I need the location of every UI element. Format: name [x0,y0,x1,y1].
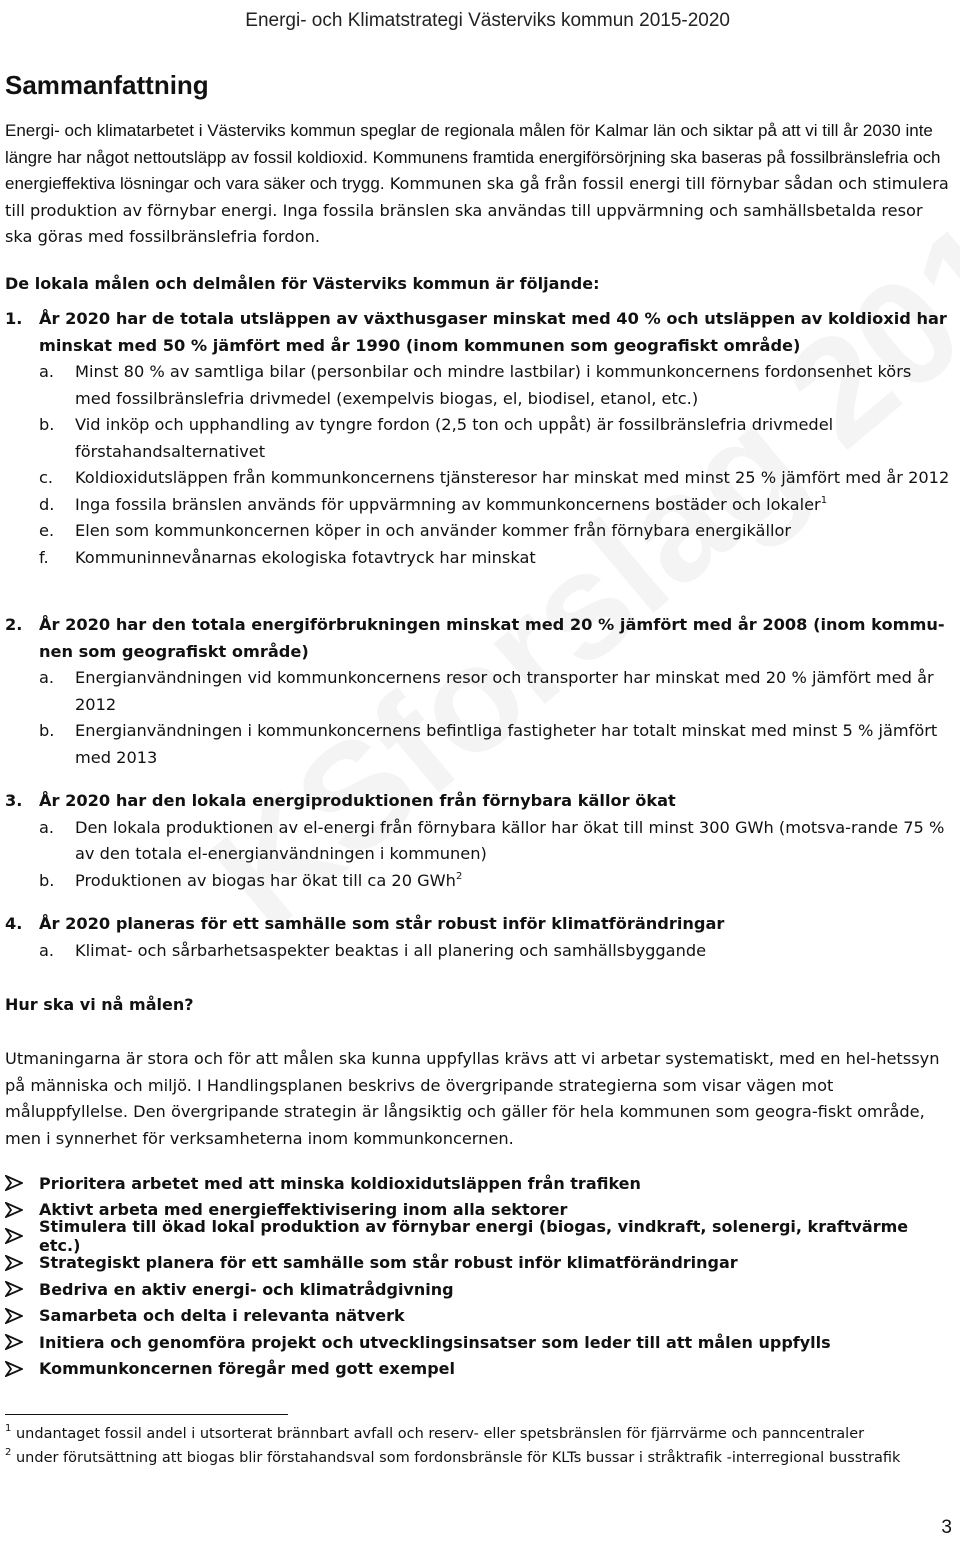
subgoal-letter: b. [39,721,55,740]
footnotes [5,1422,950,1470]
running-header: Energi- och Klimatstrategi Västerviks kommun 2015-2020 [245,10,730,31]
arrow-bullet-icon [5,1255,39,1271]
subgoal-text: Den lokala produktionen av el-energi från förnybara källor har ökat till minst 300 GWh (motsva-rande 75 % av den totala el-energianvändningen i kommunen) [75,817,945,863]
strategy-text: Prioritera arbetet med att minska koldioxidutsläppen från trafiken [39,1173,641,1193]
strategy-text: Kommunkoncernen föregår med gott exempel [39,1359,456,1379]
intro-part-1: Energi- och klimatarbetet i Västerviks kommun speglar de regionala målen för Kalmar län och siktar på att vi till år 2030 inte längre har något nettoutsläpp av fossil koldioxid. Kommunens framtida energiförsörjning ska baseras på fossilbränslefria och energieffektiva lösningar och vara säker och trygg. [5,121,941,193]
goal-text: År 2020 har de totala utsläppen av växthusgaser minskat med 40 % och utsläppen av koldioxid har minskat med 50 % jämfört med år 1990 (inom kommunen som geografiskt område) [39,309,947,355]
subgoal-letter: a. [39,817,55,837]
strategy-list [5,1170,950,1382]
subgoal-text: Energianvändningen i kommunkoncernens befintliga fastigheter har totalt minskat med minst 5 % jämfört med 2013 [75,721,938,767]
subgoal-text: Produktionen av biogas har ökat till ca 20 GWh [75,870,456,890]
subgoal-letter: d. [39,494,55,514]
intro-part-2: Kommunen ska gå från fossil energi till förnybar sådan och stimulera till produktion av förnybar energi. Inga fossila bränslen ska användas till uppvärmning och samhällsbetalda resor ska göras med fossilbränslefria fordon. [5,174,949,246]
footnote-ref: 2 [455,870,463,882]
goal-3 [5,788,950,894]
goal-number: 4. [5,914,23,933]
goal-number: 3. [5,791,23,810]
how-paragraph: Utmaningarna är stora och för att målen ska kunna uppfyllas krävs att vi arbetar systematiskt, med en hel-hetssyn på människa och miljö. I Handlingsplanen beskrivs de övergripande strategierna som visar vägen mot måluppfyllelse. Den övergripande strategin är långsiktig och gäller för hela kommunen som geogra-fiskt område, men i synnerhet för verksamheterna inom kommunkoncernen. [5,1049,940,1148]
subgoal [5,412,950,465]
goal-text: År 2020 planeras för ett samhälle som står robust inför klimatförändringar [39,914,725,933]
subgoal-letter: f. [39,547,49,567]
footnote-divider [5,1414,288,1415]
goal-heading [5,306,950,359]
arrow-bullet-icon [5,1281,39,1297]
arrow-bullet-icon [5,1175,39,1191]
subgoal-text: Vid inköp och upphandling av tyngre fordon (2,5 ton och uppåt) är fossilbränslefria drivmedel förstahandsalternativet [75,415,834,461]
subgoal-text: Elen som kommunkoncernen köper in och använder kommer från förnybara energikällor [75,521,792,540]
footnote [5,1446,950,1470]
subgoal-letter: a. [39,668,55,687]
subgoal [5,492,950,519]
goal-heading [5,612,950,665]
subgoal-letter: a. [39,362,55,381]
strategy-text: Stimulera till ökad lokal produktion av förnybar energi (biogas, vindkraft, solenergi, kraftvärme etc.) [39,1217,909,1256]
footnote-text: undantaget fossil andel i utsorterat brännbart avfall och reserv- eller spetsbränslen för fjärrvärme och panncentraler [15,1426,865,1442]
subgoal [5,665,950,718]
subgoal [5,465,950,492]
subgoal-letter: b. [39,870,55,890]
subgoal-letter: e. [39,521,55,540]
goal-text: År 2020 har den lokala energiproduktionen från förnybara källor ökat [39,791,676,810]
subgoal [5,815,950,868]
strategy-text: Initiera och genomföra projekt och utvecklingsinsatser som leder till att målen uppfylls [39,1332,831,1352]
goal-heading [5,788,950,815]
subgoal [5,545,950,572]
list-item [5,1217,950,1256]
page-number: 3 [941,1517,952,1538]
goal-number: 2. [5,615,23,634]
subgoal-text: Inga fossila bränslen används för uppvärmning av kommunkoncernens bostäder och lokaler [75,494,821,514]
subgoal [5,359,950,412]
footnote [5,1422,950,1446]
list-item [5,1303,950,1330]
strategy-text: Samarbeta och delta i relevanta nätverk [39,1306,405,1326]
subgoal-text: Klimat- och sårbarhetsaspekter beaktas i all planering och samhällsbyggande [75,940,707,960]
subgoal-letter: b. [39,415,55,434]
goal-number: 1. [5,309,23,328]
goal-1 [5,306,950,571]
how-heading: Hur ska vi nå målen? [5,995,194,1014]
subgoal-text: Energianvändningen vid kommunkoncernens resor och transporter har minskat med 20 % jämfört med år 2012 [75,668,934,714]
subgoal-text-with-note [75,868,950,895]
goal-2 [5,612,950,771]
list-item [5,1170,950,1197]
subgoal [5,718,950,771]
subgoal-text-with-note [75,492,950,519]
list-item [5,1356,950,1383]
arrow-bullet-icon [5,1228,39,1244]
subgoal-letter: c. [39,468,54,487]
arrow-bullet-icon [5,1202,39,1218]
goals-heading: De lokala målen och delmålen för Västerviks kommun är följande: [5,274,600,293]
goal-heading [5,911,950,938]
subgoal [5,938,950,965]
footnote-ref: 1 [820,494,828,506]
footnote-text: under förutsättning att biogas blir förstahandsval som fordonsbränsle för KLTs bussar i stråktrafik -interregional busstrafik [15,1450,901,1466]
strategy-text: Bedriva en aktiv energi- och klimatrådgivning [39,1279,454,1299]
subgoal-letter: a. [39,940,55,960]
page-title: Sammanfattning [5,70,209,100]
strategy-text: Aktivt arbeta med energieffektivisering inom alla sektorer [39,1200,568,1220]
subgoal-text: Koldioxidutsläppen från kommunkoncernens tjänsteresor har minskat med minst 25 % jämfört med år 2012 [75,468,950,487]
footnote-mark: 1 [5,1423,12,1434]
goal-text: År 2020 har den totala energiförbrukningen minskat med 20 % jämfört med år 2008 (inom kommu-nen som geografiskt område) [39,615,945,661]
arrow-bullet-icon [5,1361,39,1377]
goal-4 [5,911,950,964]
subgoal [5,518,950,545]
subgoal-text: Minst 80 % av samtliga bilar (personbilar och mindre lastbilar) i kommunkoncernens fordonsenhet körs med fossilbränslefria drivmedel (exempelvis biogas, el, biodisel, etanol, etc.) [75,362,912,408]
list-item [5,1276,950,1303]
subgoal [5,868,950,895]
list-item [5,1329,950,1356]
arrow-bullet-icon [5,1308,39,1324]
arrow-bullet-icon [5,1334,39,1350]
footnote-mark: 2 [5,1447,12,1458]
strategy-text: Strategiskt planera för ett samhälle som står robust inför klimatförändringar [39,1253,738,1273]
subgoal-text: Kommuninnevånarnas ekologiska fotavtryck har minskat [75,547,536,567]
intro-paragraph [5,118,950,251]
